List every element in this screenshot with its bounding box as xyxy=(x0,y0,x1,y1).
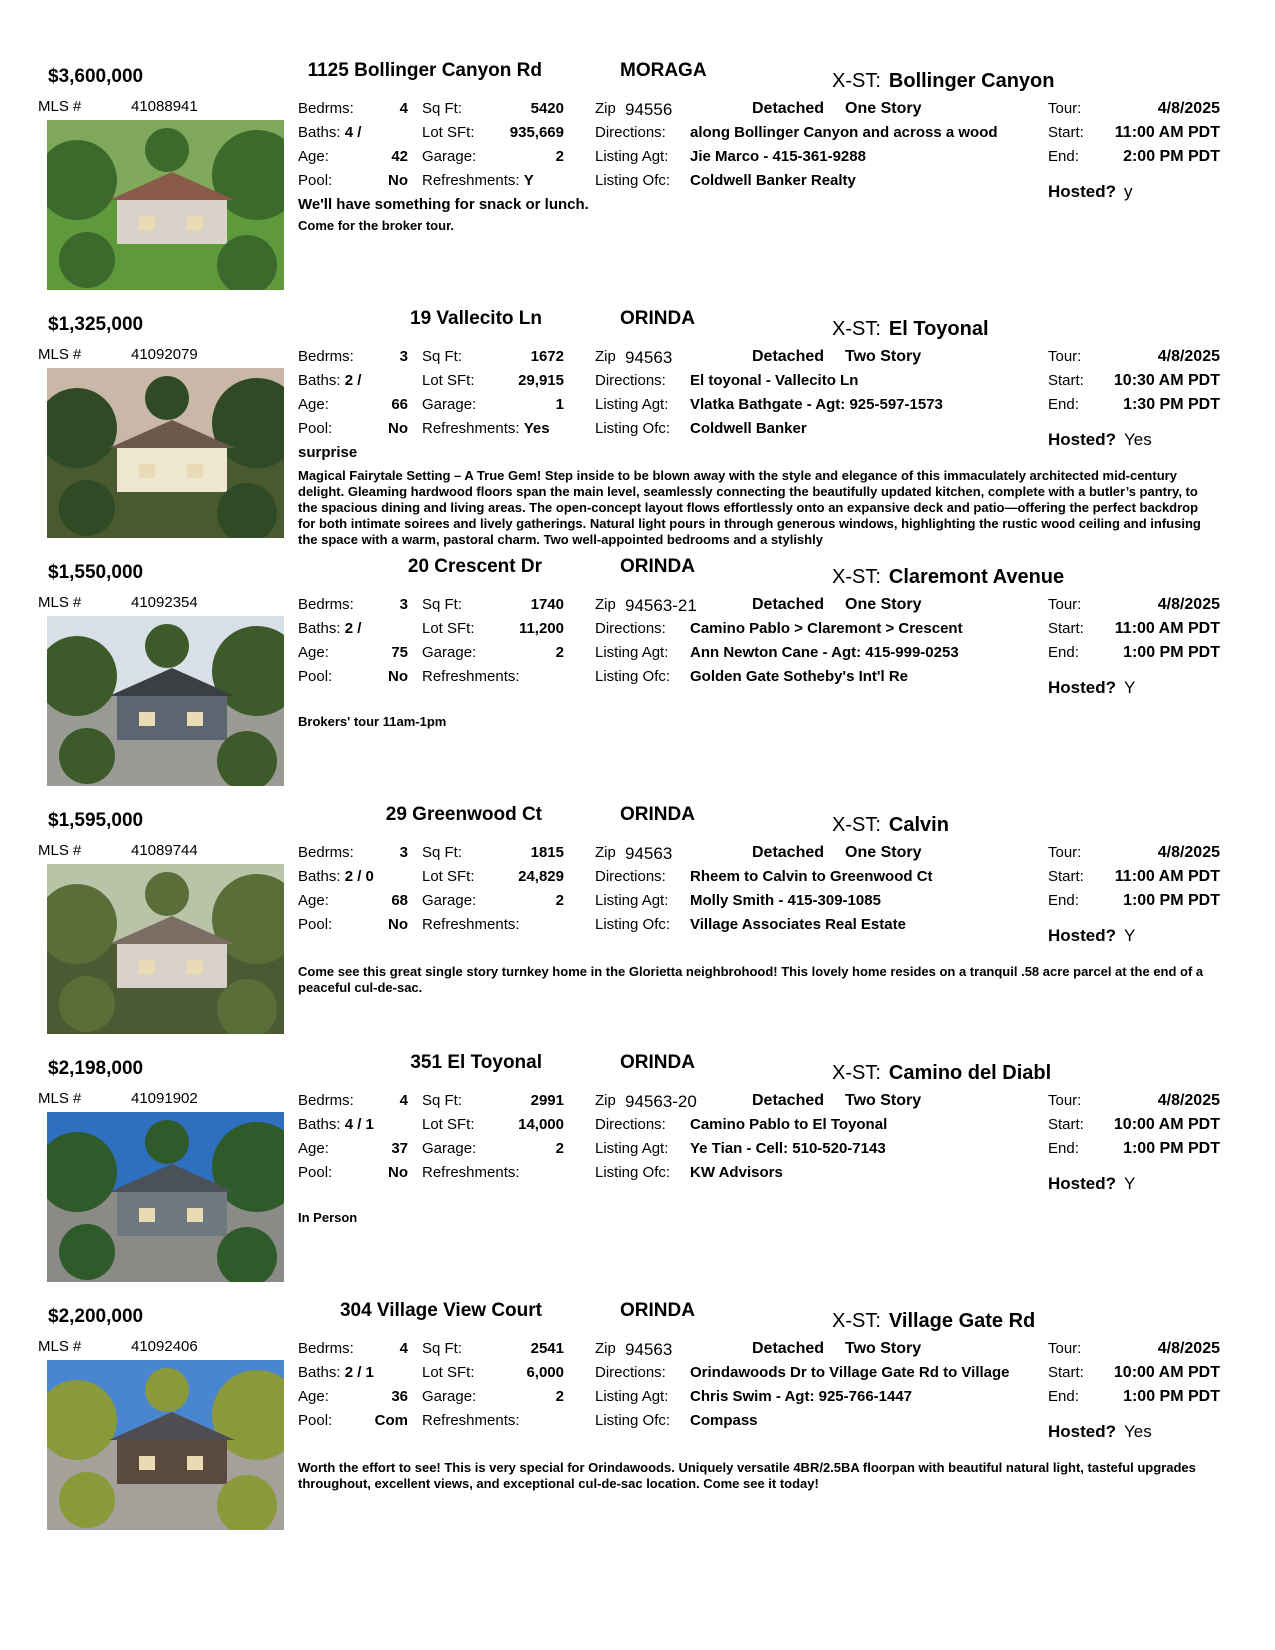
tour-date: 4/8/2025 xyxy=(1157,1092,1220,1109)
hosted: Hosted? Yes xyxy=(1048,1422,1152,1441)
price: $3,600,000 xyxy=(48,66,144,87)
age-label: Age: xyxy=(298,396,329,413)
remarks: In Person xyxy=(298,1210,358,1225)
address: 29 Greenwood Ct xyxy=(385,804,542,825)
pool-label: Pool: xyxy=(298,172,333,189)
tour-date: 4/8/2025 xyxy=(1157,596,1220,613)
directions-label: Directions: xyxy=(595,868,666,885)
refreshments-label: Refreshments: Yes xyxy=(422,420,550,437)
baths-label: Baths: 4 / 1 xyxy=(298,1116,374,1133)
directions-label: Directions: xyxy=(595,1116,666,1133)
remarks-line: surprise xyxy=(298,444,358,461)
city: ORINDA xyxy=(620,556,695,577)
refreshments-label: Refreshments: xyxy=(422,916,520,933)
property-type: Detached xyxy=(752,844,825,861)
story-type: One Story xyxy=(845,596,922,613)
hosted: Hosted? y xyxy=(1048,182,1133,201)
zip-label: Zip xyxy=(595,348,616,365)
office-label: Listing Ofc: xyxy=(595,1412,671,1429)
listing xyxy=(0,1052,1275,1300)
pool-value: No xyxy=(388,172,408,189)
office-value: KW Advisors xyxy=(690,1164,783,1181)
mls-label: MLS # xyxy=(38,346,82,363)
bedrooms-value: 3 xyxy=(399,844,408,861)
end-label: End: xyxy=(1048,148,1079,165)
cross-street: X-ST: Calvin xyxy=(832,814,949,836)
remarks: Brokers' tour 11am-1pm xyxy=(298,714,447,729)
sqft-value: 5420 xyxy=(530,100,564,117)
garage-value: 2 xyxy=(555,644,564,661)
baths-label: Baths: 2 / 1 xyxy=(298,1364,374,1381)
agent-value: Molly Smith - 415-309-1085 xyxy=(690,892,881,909)
property-type: Detached xyxy=(752,348,825,365)
city: ORINDA xyxy=(620,1300,695,1321)
garage-label: Garage: xyxy=(422,396,477,413)
agent-label: Listing Agt: xyxy=(595,1140,669,1157)
zip-label: Zip xyxy=(595,1092,616,1109)
office-label: Listing Ofc: xyxy=(595,172,671,189)
hosted: Hosted? Y xyxy=(1048,678,1136,697)
agent-label: Listing Agt: xyxy=(595,644,669,661)
directions-value: Camino Pablo to El Toyonal xyxy=(690,1116,888,1133)
end-time: 1:00 PM PDT xyxy=(1123,644,1220,661)
age-label: Age: xyxy=(298,1388,329,1405)
listing xyxy=(0,556,1275,804)
baths-label: Baths: 2 / xyxy=(298,372,362,389)
garage-value: 2 xyxy=(555,148,564,165)
zip-value: 94563-21 xyxy=(625,596,697,615)
zip-value: 94563-20 xyxy=(625,1092,697,1111)
listing xyxy=(0,804,1275,1052)
lot-value: 29,915 xyxy=(518,372,564,389)
directions-value: Camino Pablo > Claremont > Crescent xyxy=(690,620,963,637)
directions-label: Directions: xyxy=(595,620,666,637)
garage-value: 2 xyxy=(555,892,564,909)
office-label: Listing Ofc: xyxy=(595,668,671,685)
lot-value: 935,669 xyxy=(509,124,564,141)
bedrooms-label: Bedrms: xyxy=(298,844,354,861)
listing xyxy=(0,60,1275,308)
property-photo xyxy=(47,1360,284,1530)
agent-value: Vlatka Bathgate - Agt: 925-597-1573 xyxy=(690,396,943,413)
agent-value: Ye Tian - Cell: 510-520-7143 xyxy=(690,1140,886,1157)
mls-label: MLS # xyxy=(38,1338,82,1355)
garage-value: 2 xyxy=(555,1140,564,1157)
sqft-label: Sq Ft: xyxy=(422,596,463,613)
mls-label: MLS # xyxy=(38,1090,82,1107)
bedrooms-value: 3 xyxy=(399,596,408,613)
refreshments-label: Refreshments: xyxy=(422,1412,520,1429)
start-label: Start: xyxy=(1048,868,1084,885)
hosted: Hosted? Y xyxy=(1048,926,1136,945)
hosted: Hosted? Yes xyxy=(1048,430,1152,449)
end-label: End: xyxy=(1048,1140,1079,1157)
cross-street: X-ST: Village Gate Rd xyxy=(832,1310,1036,1332)
pool-value: No xyxy=(388,668,408,685)
lot-value: 24,829 xyxy=(518,868,564,885)
address: 1125 Bollinger Canyon Rd xyxy=(307,60,542,81)
city: MORAGA xyxy=(620,60,707,81)
pool-value: No xyxy=(388,1164,408,1181)
start-time: 11:00 AM PDT xyxy=(1114,620,1220,637)
sqft-label: Sq Ft: xyxy=(422,844,463,861)
agent-label: Listing Agt: xyxy=(595,1388,669,1405)
agent-label: Listing Agt: xyxy=(595,148,669,165)
pool-value: Com xyxy=(374,1412,408,1429)
baths-label: Baths: 2 / 0 xyxy=(298,868,374,885)
tour-label: Tour: xyxy=(1048,100,1082,117)
price: $1,325,000 xyxy=(48,314,144,335)
mls-number: 41089744 xyxy=(131,842,198,859)
lot-label: Lot SFt: xyxy=(422,1364,475,1381)
address: 351 El Toyonal xyxy=(410,1052,542,1073)
lot-label: Lot SFt: xyxy=(422,868,475,885)
hosted: Hosted? Y xyxy=(1048,1174,1136,1193)
garage-label: Garage: xyxy=(422,892,477,909)
property-photo xyxy=(47,120,284,290)
listing xyxy=(0,1300,1275,1548)
price: $1,595,000 xyxy=(48,810,144,831)
end-label: End: xyxy=(1048,1388,1079,1405)
directions-value: El toyonal - Vallecito Ln xyxy=(690,372,859,389)
end-label: End: xyxy=(1048,644,1079,661)
end-time: 1:30 PM PDT xyxy=(1123,396,1220,413)
directions-value: Rheem to Calvin to Greenwood Ct xyxy=(690,868,933,885)
mls-number: 41092079 xyxy=(131,346,198,363)
start-label: Start: xyxy=(1048,620,1084,637)
sqft-label: Sq Ft: xyxy=(422,348,463,365)
garage-label: Garage: xyxy=(422,1140,477,1157)
office-value: Coldwell Banker xyxy=(690,420,807,437)
refreshments-label: Refreshments: xyxy=(422,1164,520,1181)
mls-label: MLS # xyxy=(38,842,82,859)
start-label: Start: xyxy=(1048,1116,1084,1133)
directions-value: along Bollinger Canyon and across a wood xyxy=(690,124,998,141)
cross-street: X-ST: Camino del Diabl xyxy=(832,1062,1052,1084)
sqft-value: 1815 xyxy=(530,844,564,861)
bedrooms-label: Bedrms: xyxy=(298,1092,354,1109)
age-value: 36 xyxy=(391,1388,408,1405)
garage-label: Garage: xyxy=(422,148,477,165)
tour-label: Tour: xyxy=(1048,1340,1082,1357)
tour-date: 4/8/2025 xyxy=(1157,844,1220,861)
tour-date: 4/8/2025 xyxy=(1157,1340,1220,1357)
age-label: Age: xyxy=(298,148,329,165)
story-type: One Story xyxy=(845,844,922,861)
property-type: Detached xyxy=(752,1340,825,1357)
zip-value: 94563 xyxy=(625,348,673,367)
baths-label: Baths: 4 / xyxy=(298,124,362,141)
bedrooms-label: Bedrms: xyxy=(298,1340,354,1357)
age-value: 66 xyxy=(391,396,408,413)
agent-value: Chris Swim - Agt: 925-766-1447 xyxy=(690,1388,913,1405)
agent-label: Listing Agt: xyxy=(595,892,669,909)
office-label: Listing Ofc: xyxy=(595,420,671,437)
start-time: 11:00 AM PDT xyxy=(1114,124,1220,141)
office-value: Golden Gate Sotheby's Int'l Re xyxy=(690,668,908,685)
pool-label: Pool: xyxy=(298,1412,333,1429)
remarks: Come for the broker tour. xyxy=(298,218,455,233)
story-type: Two Story xyxy=(845,348,922,365)
price: $2,198,000 xyxy=(48,1058,144,1079)
property-photo xyxy=(47,616,284,786)
age-label: Age: xyxy=(298,1140,329,1157)
property-photo xyxy=(47,1112,284,1282)
mls-label: MLS # xyxy=(38,98,82,115)
sqft-label: Sq Ft: xyxy=(422,1340,463,1357)
sqft-value: 1740 xyxy=(530,596,564,613)
sqft-label: Sq Ft: xyxy=(422,100,463,117)
city: ORINDA xyxy=(620,308,695,329)
property-photo xyxy=(47,368,284,538)
pool-label: Pool: xyxy=(298,420,333,437)
age-value: 42 xyxy=(391,148,408,165)
refreshments-label: Refreshments: xyxy=(422,668,520,685)
story-type: One Story xyxy=(845,100,922,117)
mls-number: 41091902 xyxy=(131,1090,198,1107)
zip-label: Zip xyxy=(595,596,616,613)
pool-value: No xyxy=(388,916,408,933)
directions-label: Directions: xyxy=(595,1364,666,1381)
pool-label: Pool: xyxy=(298,1164,333,1181)
address: 304 Village View Court xyxy=(339,1300,542,1321)
bedrooms-value: 3 xyxy=(399,348,408,365)
age-label: Age: xyxy=(298,892,329,909)
bedrooms-label: Bedrms: xyxy=(298,100,354,117)
directions-label: Directions: xyxy=(595,372,666,389)
garage-value: 1 xyxy=(555,396,564,413)
start-time: 10:00 AM PDT xyxy=(1113,1116,1220,1133)
property-type: Detached xyxy=(752,596,825,613)
agent-value: Jie Marco - 415-361-9288 xyxy=(690,148,866,165)
pool-label: Pool: xyxy=(298,916,333,933)
office-value: Compass xyxy=(690,1412,758,1429)
bedrooms-value: 4 xyxy=(399,1340,408,1357)
lot-label: Lot SFt: xyxy=(422,372,475,389)
agent-label: Listing Agt: xyxy=(595,396,669,413)
bedrooms-value: 4 xyxy=(399,1092,408,1109)
lot-label: Lot SFt: xyxy=(422,620,475,637)
office-value: Village Associates Real Estate xyxy=(690,916,906,933)
lot-value: 6,000 xyxy=(526,1364,564,1381)
baths-label: Baths: 2 / xyxy=(298,620,362,637)
zip-value: 94563 xyxy=(625,1340,673,1359)
city: ORINDA xyxy=(620,804,695,825)
start-label: Start: xyxy=(1048,372,1084,389)
directions-value: Orindawoods Dr to Village Gate Rd to Village xyxy=(690,1364,1010,1381)
age-label: Age: xyxy=(298,644,329,661)
story-type: Two Story xyxy=(845,1340,922,1357)
sqft-value: 2541 xyxy=(530,1340,564,1357)
property-type: Detached xyxy=(752,100,825,117)
end-time: 1:00 PM PDT xyxy=(1123,1388,1220,1405)
cross-street: X-ST: El Toyonal xyxy=(832,318,989,340)
mls-number: 41092354 xyxy=(131,594,198,611)
remarks: Worth the effort to see! This is very special for Orindawoods. Uniquely versatile 4BR/2.5BA floorpan with beautiful natural light, tasteful upgrades throughout, excellent views, and exceptional cul-de-sac location. Come see it today! xyxy=(298,1460,1196,1491)
property-type: Detached xyxy=(752,1092,825,1109)
bedrooms-label: Bedrms: xyxy=(298,348,354,365)
end-time: 1:00 PM PDT xyxy=(1123,1140,1220,1157)
start-time: 10:00 AM PDT xyxy=(1113,1364,1220,1381)
pool-label: Pool: xyxy=(298,668,333,685)
agent-value: Ann Newton Cane - Agt: 415-999-0253 xyxy=(690,644,959,661)
sqft-value: 1672 xyxy=(530,348,564,365)
lot-value: 11,200 xyxy=(518,620,564,637)
mls-label: MLS # xyxy=(38,594,82,611)
tour-label: Tour: xyxy=(1048,844,1082,861)
mls-number: 41088941 xyxy=(131,98,198,115)
zip-value: 94563 xyxy=(625,844,673,863)
property-photo xyxy=(47,864,284,1034)
bedrooms-value: 4 xyxy=(399,100,408,117)
age-value: 68 xyxy=(391,892,408,909)
remarks: Magical Fairytale Setting – A True Gem! Step inside to be blown away with the style and elegance of this immaculately architected mid-century delight. Gleaming hardwood floors span the main level, seamlessly connecting the beautifully updated kitchen, complete with a butler’s pantry, to the spacious dining and living areas. The open-concept layout flows effortlessly onto an expansive deck and patio—offering the perfect backdrop for both intimate soirees and lively gatherings. Natural light pours in through generous windows, highlighting the rustic wood ceiling and infusing the space with a warm, pastoral charm. Two well-appointed bedrooms and a stylishly xyxy=(298,468,1201,547)
zip-label: Zip xyxy=(595,1340,616,1357)
office-label: Listing Ofc: xyxy=(595,916,671,933)
directions-label: Directions: xyxy=(595,124,666,141)
lot-value: 14,000 xyxy=(518,1116,564,1133)
tour-label: Tour: xyxy=(1048,348,1082,365)
cross-street: X-ST: Bollinger Canyon xyxy=(832,70,1055,92)
end-label: End: xyxy=(1048,396,1079,413)
mls-number: 41092406 xyxy=(131,1338,198,1355)
start-label: Start: xyxy=(1048,124,1084,141)
remarks-line: We'll have something for snack or lunch. xyxy=(298,196,589,213)
start-time: 11:00 AM PDT xyxy=(1114,868,1220,885)
pool-value: No xyxy=(388,420,408,437)
end-time: 1:00 PM PDT xyxy=(1123,892,1220,909)
sqft-label: Sq Ft: xyxy=(422,1092,463,1109)
refreshments-label: Refreshments: Y xyxy=(422,172,534,189)
garage-label: Garage: xyxy=(422,1388,477,1405)
office-label: Listing Ofc: xyxy=(595,1164,671,1181)
tour-date: 4/8/2025 xyxy=(1157,100,1220,117)
sqft-value: 2991 xyxy=(530,1092,564,1109)
garage-label: Garage: xyxy=(422,644,477,661)
zip-label: Zip xyxy=(595,844,616,861)
age-value: 75 xyxy=(391,644,408,661)
address: 20 Crescent Dr xyxy=(407,556,542,577)
listing xyxy=(0,308,1275,556)
zip-value: 94556 xyxy=(625,100,673,119)
story-type: Two Story xyxy=(845,1092,922,1109)
price: $1,550,000 xyxy=(48,562,144,583)
cross-street: X-ST: Claremont Avenue xyxy=(832,566,1065,588)
office-value: Coldwell Banker Realty xyxy=(690,172,856,189)
lot-label: Lot SFt: xyxy=(422,124,475,141)
price: $2,200,000 xyxy=(48,1306,144,1327)
end-time: 2:00 PM PDT xyxy=(1123,148,1220,165)
lot-label: Lot SFt: xyxy=(422,1116,475,1133)
start-time: 10:30 AM PDT xyxy=(1113,372,1220,389)
tour-label: Tour: xyxy=(1048,1092,1082,1109)
age-value: 37 xyxy=(391,1140,408,1157)
city: ORINDA xyxy=(620,1052,695,1073)
bedrooms-label: Bedrms: xyxy=(298,596,354,613)
address: 19 Vallecito Ln xyxy=(410,308,542,329)
tour-label: Tour: xyxy=(1048,596,1082,613)
tour-date: 4/8/2025 xyxy=(1157,348,1220,365)
start-label: Start: xyxy=(1048,1364,1084,1381)
end-label: End: xyxy=(1048,892,1079,909)
remarks: Come see this great single story turnkey home in the Glorietta neighbrohood! This lovely home resides on a tranquil .58 acre parcel at the end of a peaceful cul-de-sac. xyxy=(298,964,1204,995)
garage-value: 2 xyxy=(555,1388,564,1405)
zip-label: Zip xyxy=(595,100,616,117)
